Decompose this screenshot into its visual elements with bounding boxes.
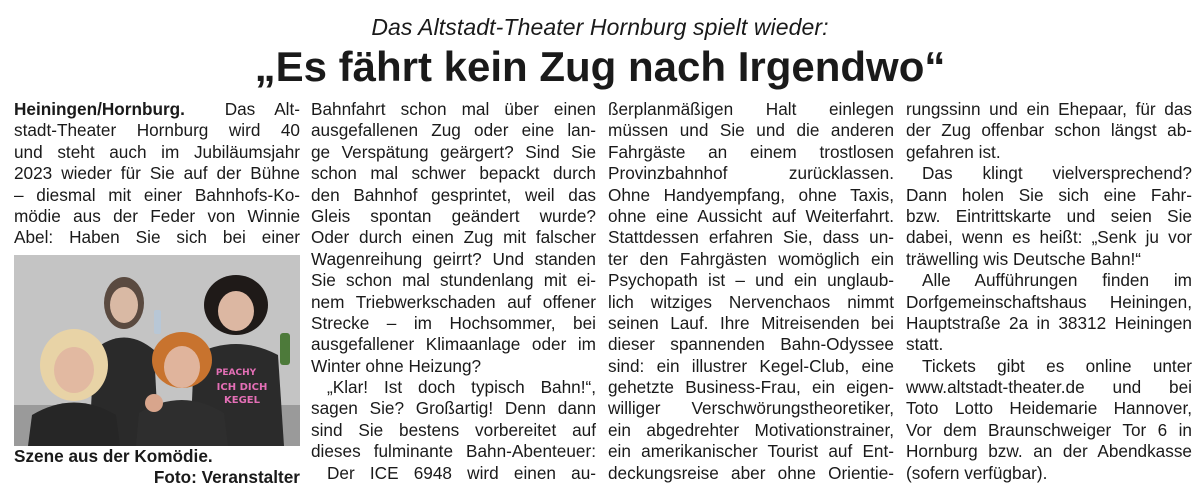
text-line: – diesmal mit einer Bahnhofs-Ko- <box>14 184 300 205</box>
text-line: Der ICE 6948 wird einen au- <box>327 462 596 483</box>
photo-credit: Foto: Veranstalter <box>153 467 300 487</box>
text-line: Vor dem Braunschweiger Tor 6 in <box>906 419 1192 440</box>
text-line: Dann holen Sie sich eine Fahr- <box>906 184 1192 205</box>
text-line: Abel: Haben Sie sich bei einer <box>14 227 300 248</box>
text-line: statt. <box>906 334 944 355</box>
text-line: 2023 wieder für Sie auf der Bühne <box>14 163 300 184</box>
text-line: ßerplanmäßigen Halt einlegen <box>608 99 894 119</box>
text-line: Wagenreihung geirrt? Und standen <box>311 248 596 269</box>
text-line: Psychopath ist – und ein unglaub- <box>608 270 894 291</box>
text-line: Oder durch einen Zug mit falscher <box>311 227 596 248</box>
text-line: Strecke – im Hochsommer, bei <box>311 312 596 333</box>
text-line: Tickets gibt es online unter <box>922 355 1192 376</box>
text-line: ein amerikanischer Tourist auf Ent- <box>608 441 894 462</box>
headline: „Es fährt kein Zug nach Irgendwo“ <box>254 43 946 90</box>
text-line: ein abgedrehter Motivationstrainer, <box>608 419 894 440</box>
scene-photo <box>14 255 300 446</box>
text-line: träwelling wis Deutsche Bahn!“ <box>906 248 1142 269</box>
text-line: „Klar! Ist doch typisch Bahn!“, <box>327 377 596 398</box>
text-line <box>14 99 300 120</box>
column-4 <box>906 99 1192 484</box>
text-line: Hauptstraße 2a in 38312 Heiningen <box>906 312 1192 333</box>
column-1 <box>14 99 300 249</box>
dateline: Heiningen/Hornburg. <box>14 99 185 119</box>
text-line: den Bahnhof gesprintet, weil das <box>311 184 596 205</box>
text-line: gefahren ist. <box>906 141 1001 162</box>
photo-caption: Szene aus der Komödie. <box>14 446 213 466</box>
text-fragment: Das Alt- <box>224 99 300 119</box>
text-line: Fahrgäste an einem trostlosen <box>608 141 894 162</box>
text-line: Ohne Handyempfang, ohne Taxis, <box>608 184 894 205</box>
text-line: seinen Lauf. Ihre Mitreisenden bei <box>608 312 894 333</box>
text-line: Toto Lotto Heidemarie Hannover, <box>906 398 1192 419</box>
kicker: Das Altstadt-Theater Hornburg spielt wieder: <box>371 14 829 40</box>
text-line: Winter ohne Heizung? <box>311 355 482 376</box>
text-line: sind Sie bestens vorbereitet auf <box>311 419 596 440</box>
text-line: Provinzbahnhof zurücklassen. <box>608 163 894 184</box>
text-line: dieses fulminante Bahn-Abenteuer: <box>311 441 596 462</box>
text-line: stadt-Theater Hornburg wird 40 <box>14 120 300 141</box>
text-line: dabei, wenn es heißt: „Senk ju vor <box>906 227 1192 248</box>
column-3 <box>608 99 894 484</box>
text-line: müssen und Sie und die anderen <box>608 120 894 141</box>
text-line: Stattdessen erfahren Sie, dass un- <box>608 227 894 248</box>
text-line: dieser spannenden Bahn-Odyssee <box>608 334 894 355</box>
shirt-text: ICH DICH <box>216 382 268 393</box>
text-line: Dorfgemeinschaftshaus Heiningen, <box>906 291 1192 312</box>
text-line: ausgefallener Klimaanlage oder im <box>311 334 596 355</box>
text-line: ausgefallenen Zug oder eine lan- <box>311 120 596 141</box>
shirt-text: KEGEL <box>224 395 260 406</box>
text-line: (sofern verfügbar). <box>906 462 1048 483</box>
text-line: schon mal schwer bepackt durch <box>311 163 596 184</box>
text-line: Das klingt vielversprechend? <box>922 163 1192 184</box>
text-line: bzw. Eintrittskarte und seien Sie <box>906 205 1192 226</box>
photo-illustration <box>14 255 300 446</box>
text-line: Hornburg bzw. an der Abendkasse <box>906 441 1192 462</box>
text-line: deckungsreise aber ohne Orientie- <box>608 462 894 483</box>
text-line: Alle Aufführungen finden im <box>922 270 1192 291</box>
text-line: und steht auch im Jubiläumsjahr <box>14 141 300 162</box>
text-line: gehetzte Business-Frau, ein eigen- <box>608 377 894 398</box>
text-line: Bahnfahrt schon mal über einen <box>311 99 596 119</box>
text-line: ge Verspätung geärgert? Sind Sie <box>311 141 596 162</box>
text-line: williger Verschwörungstheoretiker, <box>608 398 894 419</box>
text-line: sagen Sie? Großartig! Denn dann <box>311 398 596 419</box>
text-line: ter den Fahrgästen womöglich ein <box>608 248 894 269</box>
text-line: der Zug offenbar schon längst ab- <box>906 120 1192 141</box>
text-line: www.altstadt-theater.de und bei <box>906 377 1192 398</box>
shirt-text: PEACHY <box>215 368 257 378</box>
text-line: lich witziges Nervenchaos nimmt <box>608 291 894 312</box>
text-line: Sie schon mal stundenlang mit ei- <box>311 270 596 291</box>
text-line: Gleis spontan geändert wurde? <box>311 205 596 226</box>
column-2 <box>311 99 596 484</box>
text-line: ohne eine Aussicht auf Weiterfahrt. <box>608 205 894 226</box>
text-line: rungssinn und ein Ehepaar, für das <box>906 99 1192 119</box>
text-line: mödie aus der Feder von Winnie <box>14 205 300 226</box>
text-line: nem Triebwerkschaden auf offener <box>311 291 596 312</box>
text-line: sind: ein illustrer Kegel-Club, eine <box>608 355 894 376</box>
